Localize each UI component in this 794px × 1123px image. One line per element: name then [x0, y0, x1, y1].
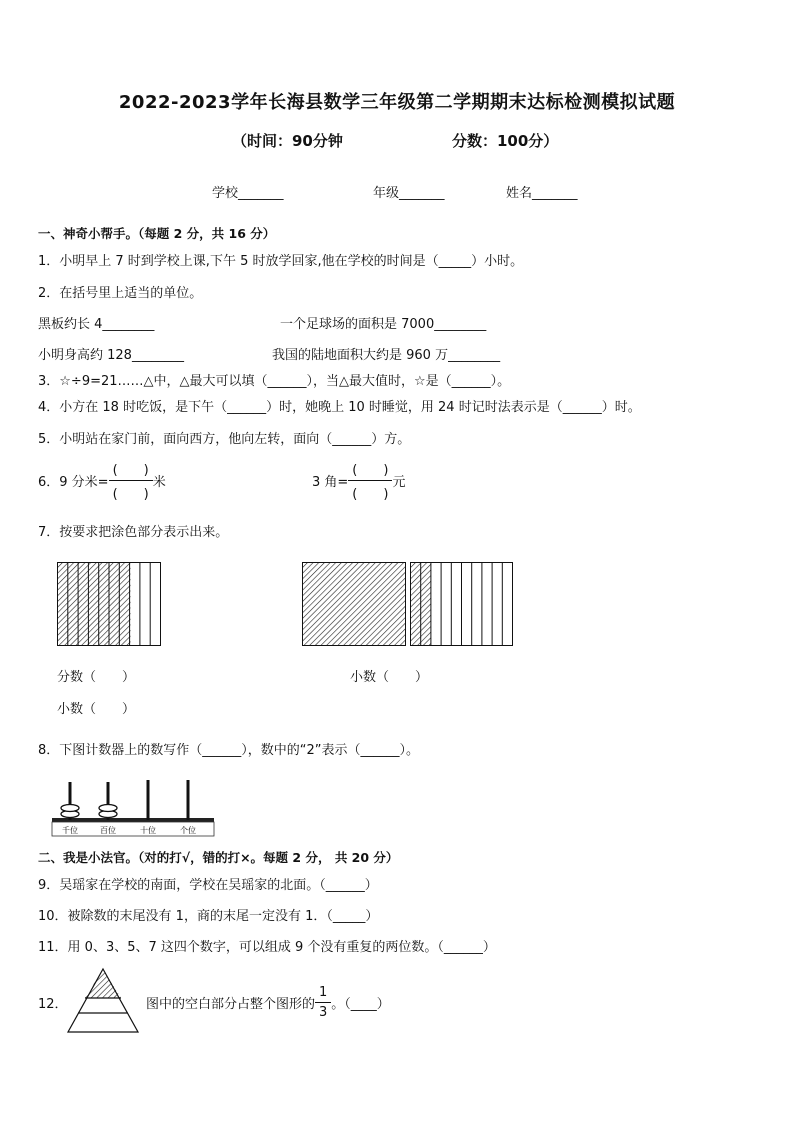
- q12-tail[interactable]: 。（____）: [331, 997, 390, 1012]
- q6-numerator-1[interactable]: ( ): [109, 459, 153, 481]
- grade-field[interactable]: 年级_______: [373, 186, 445, 201]
- q7-decimal-answer-1[interactable]: 小数（ ）: [57, 702, 136, 717]
- abacus-label-hundreds: 百位: [100, 826, 116, 835]
- abacus-label-thousands: 千位: [62, 826, 78, 835]
- q7-decimal-answer-2[interactable]: 小数（ ）: [350, 670, 429, 685]
- strip-dividers-2: [421, 562, 503, 646]
- shaded-top: [85, 969, 121, 998]
- whole-square-figure: [302, 562, 406, 646]
- question-6-right: [312, 459, 405, 502]
- question-4: 4．小方在 18 时吃饭，是下午（______）时，她晚上 10 时睡觉，用 24 时记时法表示是（______）时。: [38, 400, 641, 415]
- question-3: 3．☆÷9=21……△中，△最大可以填（______），当△最大值时，☆是（______）。: [38, 374, 511, 389]
- shaded-square: [303, 563, 406, 646]
- page-title: 2022-2023学年长海县数学三年级第二学期期末达标检测模拟试题: [118, 92, 676, 113]
- q6-denominator-1[interactable]: ( ): [112, 487, 149, 502]
- question-9: 9．吴瑶家在学校的南面，学校在吴瑶家的北面。（______）: [38, 878, 378, 893]
- question-6-left: [38, 459, 166, 502]
- question-10: 10．被除数的末尾没有 1，商的末尾一定没有 1．（_____）: [38, 909, 379, 924]
- abacus-label-tens: 十位: [140, 826, 156, 835]
- q7-fraction-answer[interactable]: 分数（ ）: [57, 670, 136, 685]
- hundreds-beads: [99, 805, 117, 818]
- q6-suffix-1: 米: [152, 475, 166, 490]
- question-11: 11．用 0、3、5、7 这四个数字，可以组成 9 个没有重复的两位数。（______）: [38, 940, 496, 955]
- q12-text: 图中的空白部分占整个图形的: [146, 997, 316, 1012]
- q6-fraction-2: [348, 459, 392, 502]
- exam-score: 分数：100分）: [452, 132, 559, 150]
- q6-fraction-1: [109, 459, 153, 502]
- q12-fraction: [315, 985, 331, 1020]
- q6-suffix-2: 元: [392, 475, 406, 490]
- question-12: [146, 985, 390, 1020]
- question-2a: 黑板约长 4________: [38, 317, 155, 332]
- section-2-heading: 二、我是小法官。（对的打√，错的打×。每题 2 分， 共 20 分）: [38, 850, 399, 865]
- question-8: 8．下图计数器上的数写作（______），数中的“2”表示（______）。: [38, 743, 420, 758]
- question-2c: 小明身高约 128________: [38, 348, 184, 363]
- q6-denominator-2[interactable]: ( ): [352, 487, 389, 502]
- q6-prefix-2: 3 角=: [312, 475, 349, 490]
- question-5: 5．小明站在家门前，面向西方，他向左转，面向（______）方。: [38, 432, 411, 447]
- abacus-icon: [50, 774, 218, 838]
- question-12-number: 12．: [38, 997, 68, 1012]
- school-field[interactable]: 学校_______: [212, 186, 284, 201]
- name-field[interactable]: 姓名_______: [506, 186, 578, 201]
- thousands-beads: [61, 805, 79, 818]
- section-1-heading: 一、神奇小帮手。（每题 2 分，共 16 分）: [38, 226, 276, 241]
- question-1: 1．小明早上 7 时到学校上课,下午 5 时放学回家,他在学校的时间是（_____）小时。: [38, 254, 524, 269]
- question-2: 2．在括号里上适当的单位。: [38, 286, 203, 301]
- q12-numerator: 1: [315, 985, 331, 1003]
- decimal-strip-figure: [410, 562, 513, 646]
- fraction-strip-figure: [57, 562, 161, 646]
- triangle-figure: [66, 966, 140, 1034]
- abacus-label-ones: 个位: [180, 826, 196, 835]
- q6-numerator-2[interactable]: ( ): [348, 459, 392, 481]
- exam-time: （时间：90分钟: [232, 132, 343, 150]
- question-2d: 我国的陆地面积大约是 960 万________: [272, 348, 501, 363]
- q6-prefix-1: 6．9 分米=: [38, 475, 109, 490]
- question-7: 7．按要求把涂色部分表示出来。: [38, 525, 229, 540]
- question-2b: 一个足球场的面积是 7000________: [280, 317, 487, 332]
- q12-denominator: 3: [319, 1005, 328, 1020]
